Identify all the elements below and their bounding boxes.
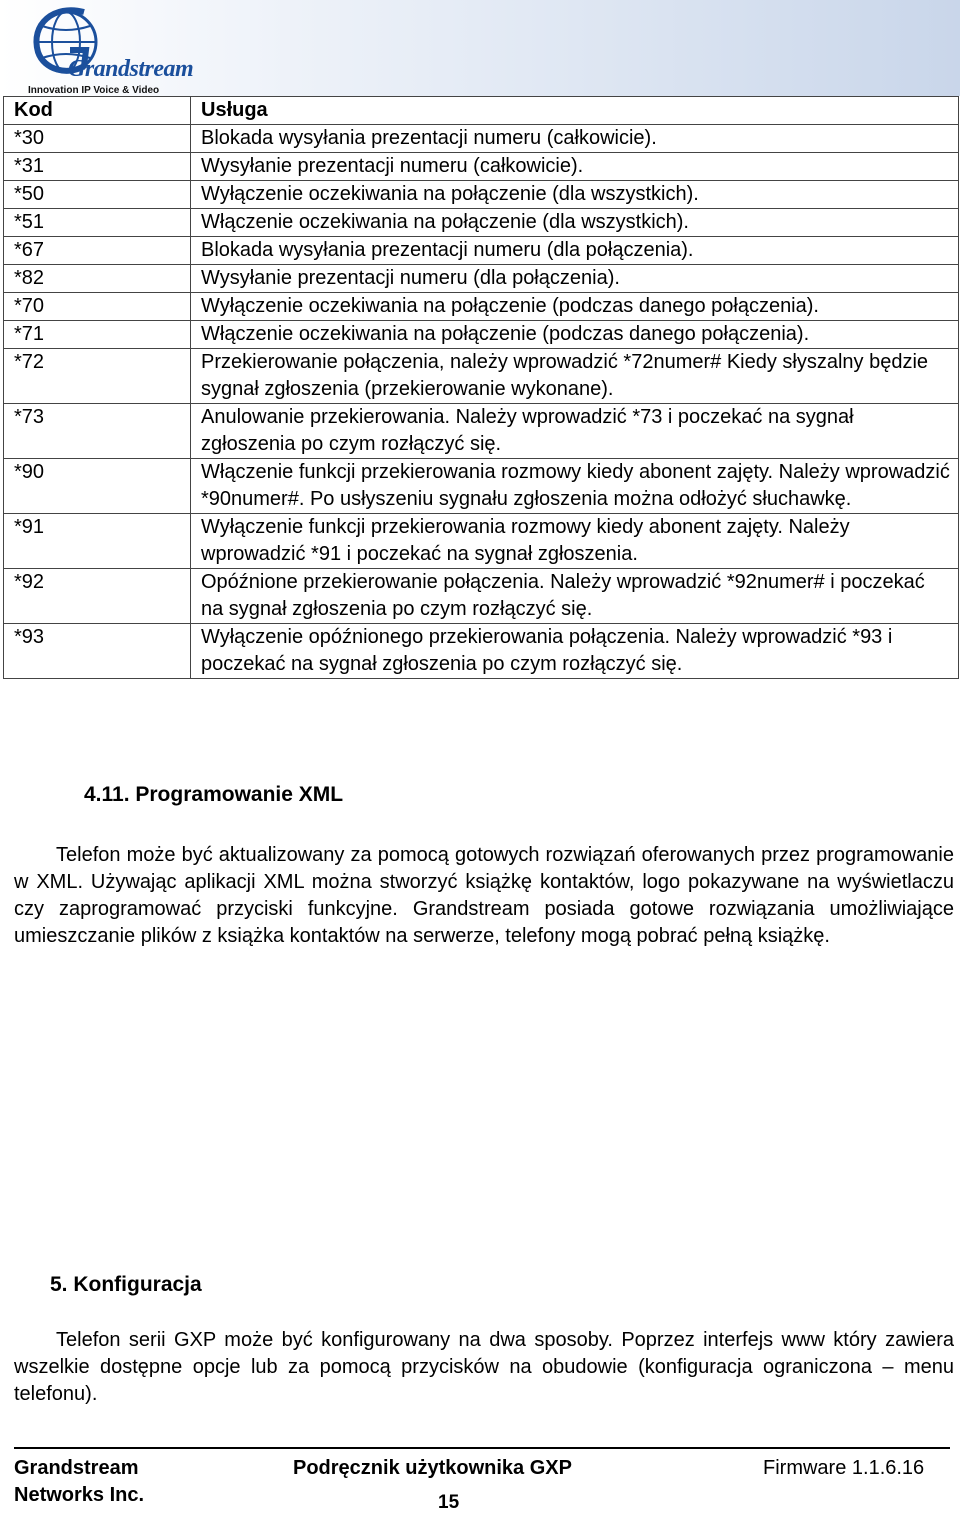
table-row [4, 265, 959, 293]
service-codes-table [3, 96, 959, 679]
service-cell: Przekierowanie połączenia, należy wprowadzić *72numer# Kiedy słyszalny będzie sygnał zgłoszenia (przekierowanie wykonane). [191, 349, 959, 404]
code-cell: *90 [4, 459, 191, 514]
service-cell: Włączenie oczekiwania na połączenie (podczas danego połączenia). [191, 321, 959, 349]
table-row [4, 459, 959, 514]
table-row [4, 514, 959, 569]
section-paragraph-configuration: Telefon serii GXP może być konfigurowany na dwa sposoby. Poprzez interfejs www który zawiera wszelkie dostępne opcje lub za pomocą przycisków na obudowie (konfiguracja ograniczona – menu telefonu). [14, 1329, 954, 1405]
code-cell: *30 [4, 125, 191, 153]
table-row [4, 624, 959, 679]
service-cell: Wysyłanie prezentacji numeru (dla połączenia). [191, 265, 959, 293]
service-cell: Blokada wysyłania prezentacji numeru (całkowicie). [191, 125, 959, 153]
table-row [4, 209, 959, 237]
table-row [4, 569, 959, 624]
service-cell: Włączenie funkcji przekierowania rozmowy kiedy abonent zajęty. Należy wprowadzić *90numer#. Po usłyszeniu sygnału zgłoszenia można odłożyć słuchawkę. [191, 459, 959, 514]
code-cell: *70 [4, 293, 191, 321]
footer-divider [14, 1447, 950, 1449]
service-cell: Wyłączenie opóźnionego przekierowania połączenia. Należy wprowadzić *93 i poczekać na sygnał zgłoszenia po czym rozłączyć się. [191, 624, 959, 679]
page-header [0, 0, 960, 96]
service-cell: Anulowanie przekierowania. Należy wprowadzić *73 i poczekać na sygnał zgłoszenia po czym rozłączyć się. [191, 404, 959, 459]
code-cell: *82 [4, 265, 191, 293]
footer-company: Grandstream Networks Inc. [14, 1457, 145, 1506]
service-cell: Wyłączenie funkcji przekierowania rozmowy kiedy abonent zajęty. Należy wprowadzić *91 i poczekać na sygnał zgłoszenia. [191, 514, 959, 569]
column-header-code: Kod [4, 97, 191, 125]
service-cell: Włączenie oczekiwania na połączenie (dla wszystkich). [191, 209, 959, 237]
grandstream-logo [24, 4, 194, 96]
table-row [4, 293, 959, 321]
table-row [4, 181, 959, 209]
code-cell: *50 [4, 181, 191, 209]
table-row [4, 321, 959, 349]
service-cell: Opóźnione przekierowanie połączenia. Należy wprowadzić *92numer# i poczekać na sygnał zgłoszenia po czym rozłączyć się. [191, 569, 959, 624]
code-cell: *73 [4, 404, 191, 459]
table-header-row [4, 97, 959, 125]
code-cell: *51 [4, 209, 191, 237]
code-cell: *31 [4, 153, 191, 181]
code-cell: *93 [4, 624, 191, 679]
table-row [4, 349, 959, 404]
section-heading-xml: 4.11. Programowanie XML [84, 783, 344, 806]
section-paragraph-xml: Telefon może być aktualizowany za pomocą gotowych rozwiązań oferowanych przez programowanie w XML. Używając aplikacji XML można stworzyć książkę kontaktów, logo pokazywane na wyświetlaczu czy zaprogramować przyciski funkcyjne. Grandstream posiada gotowe rozwiązania umożliwiające umieszczanie plików z książka kontaktów na serwerze, telefony mogą pobrać pełną książkę. [14, 844, 954, 947]
table-row [4, 125, 959, 153]
section-heading-configuration: 5. Konfiguracja [50, 1273, 202, 1296]
logo-tagline: Innovation IP Voice & Video [28, 85, 160, 96]
code-cell: *72 [4, 349, 191, 404]
table-row [4, 404, 959, 459]
code-cell: *92 [4, 569, 191, 624]
service-cell: Wyłączenie oczekiwania na połączenie (dla wszystkich). [191, 181, 959, 209]
code-cell: *91 [4, 514, 191, 569]
footer-firmware: Firmware 1.1.6.16 [763, 1457, 925, 1479]
footer-manual-title: Podręcznik użytkownika GXP [293, 1457, 572, 1479]
page-number: 15 [438, 1492, 460, 1513]
service-cell: Blokada wysyłania prezentacji numeru (dla połączenia). [191, 237, 959, 265]
code-cell: *67 [4, 237, 191, 265]
code-cell: *71 [4, 321, 191, 349]
table-row [4, 237, 959, 265]
column-header-service: Usługa [191, 97, 959, 125]
table-row [4, 153, 959, 181]
logo-wordmark: Grandstream [68, 56, 194, 82]
service-cell: Wyłączenie oczekiwania na połączenie (podczas danego połączenia). [191, 293, 959, 321]
service-cell: Wysyłanie prezentacji numeru (całkowicie). [191, 153, 959, 181]
